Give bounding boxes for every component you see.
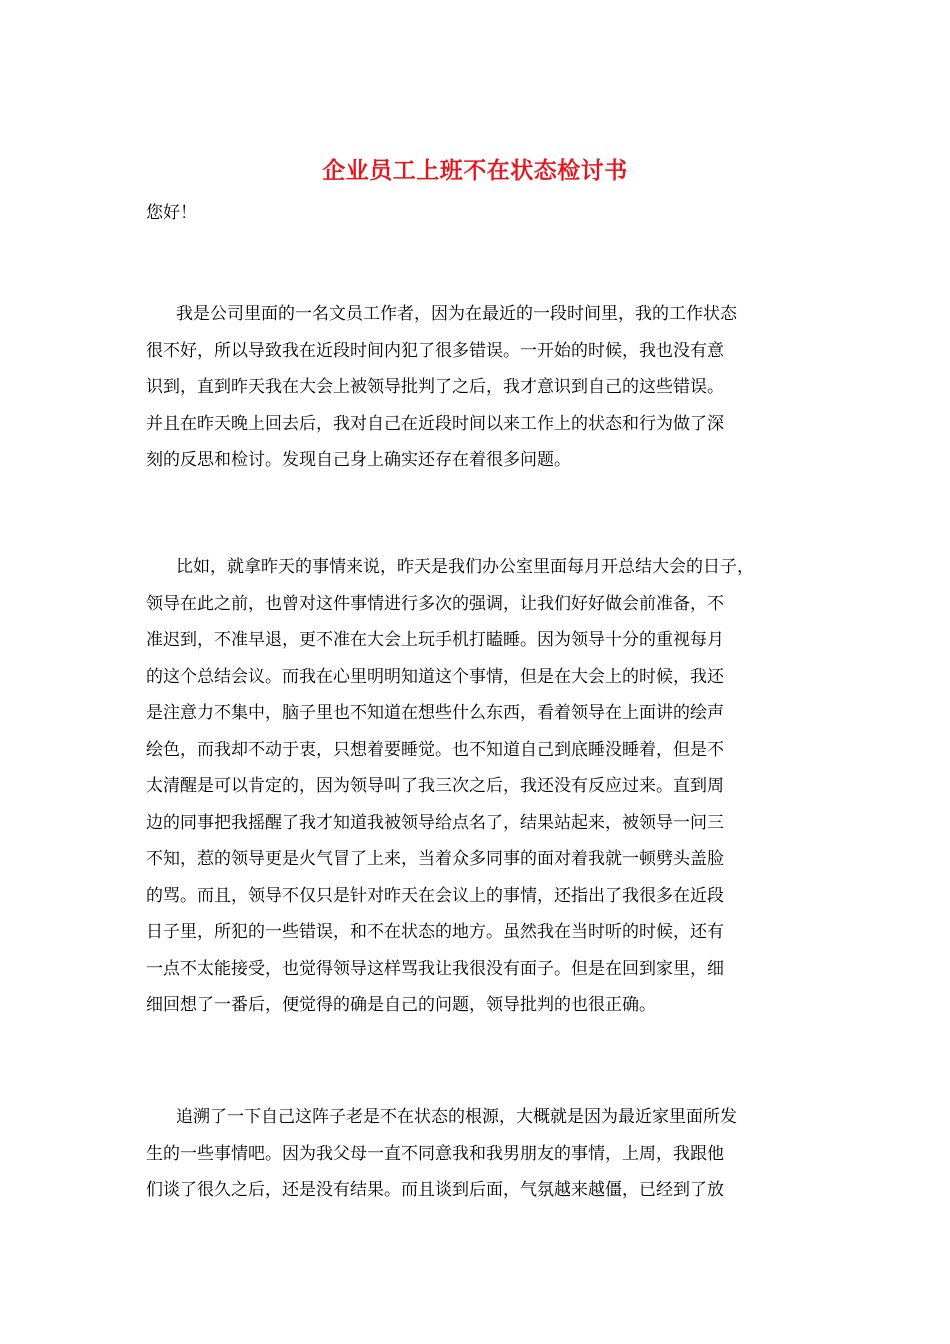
text-line: 绘色，而我却不动于衷，只想着要睡觉。也不知道自己到底睡没睡着，但是不 (146, 739, 724, 760)
document-title: 企业员工上班不在状态检讨书 (322, 157, 628, 184)
paragraph-1 (146, 296, 811, 479)
text-line: 是注意力不集中，脑子里也不知道在想些什么东西，看着领导在上面讲的绘声 (146, 703, 724, 723)
text-line: 比如，就拿昨天的事情来说，昨天是我们办公室里面每月开总结大会的日子， (176, 557, 754, 577)
text-line: 边的同事把我摇醒了我才知道我被领导给点名了，结果站起来，被领导一问三 (146, 812, 724, 833)
text-line: 识到，直到昨天我在大会上被领导批判了之后，我才意识到自己的这些错误。 (146, 377, 724, 397)
text-line: 的骂。而且，领导不仅只是针对昨天在会议上的事情，还指出了我很多在近段 (146, 885, 724, 906)
text-line: 不知，惹的领导更是火气冒了上来，当着众多同事的面对着我就一顿劈头盖脸 (146, 849, 724, 869)
text-line: 们谈了很久之后，还是没有结果。而且谈到后面，气氛越来越僵，已经到了放 (146, 1180, 724, 1200)
text-line: 准迟到，不准早退，更不准在大会上玩手机打瞌睡。因为领导十分的重视每月 (146, 630, 724, 650)
text-line: 日子里，所犯的一些错误，和不在状态的地方。虽然我在当时听的时候，还有 (146, 922, 724, 942)
greeting: 您好！ (146, 203, 197, 223)
text-line: 生的一些事情吧。因为我父母一直不同意我和我男朋友的事情，上周，我跟他 (146, 1143, 724, 1164)
paragraph-3 (146, 1099, 811, 1209)
text-line: 领导在此之前，也曾对这件事情进行多次的强调，让我们好好做会前准备，不 (146, 593, 724, 614)
text-line: 刻的反思和检讨。发现自己身上确实还存在着很多问题。 (146, 450, 571, 470)
text-line: 很不好，所以导致我在近段时间内犯了很多错误。一开始的时候，我也没有意 (146, 340, 724, 361)
text-line: 并且在昨天晚上回去后，我对自己在近段时间以来工作上的状态和行为做了深 (146, 413, 724, 434)
text-line: 太清醒是可以肯定的，因为领导叫了我三次之后，我还没有反应过来。直到周 (146, 776, 724, 796)
paragraph-2 (146, 549, 811, 1024)
text-line: 我是公司里面的一名文员工作者，因为在最近的一段时间里，我的工作状态 (176, 304, 737, 324)
text-line: 追溯了一下自己这阵子老是不在状态的根源，大概就是因为最近家里面所发 (176, 1107, 737, 1127)
text-line: 的这个总结会议。而我在心里明明知道这个事情，但是在大会上的时候，我还 (146, 666, 724, 687)
text-line: 一点不太能接受，也觉得领导这样骂我让我很没有面子。但是在回到家里，细 (146, 958, 724, 979)
text-line: 细回想了一番后，便觉得的确是自己的问题，领导批判的也很正确。 (146, 995, 656, 1015)
